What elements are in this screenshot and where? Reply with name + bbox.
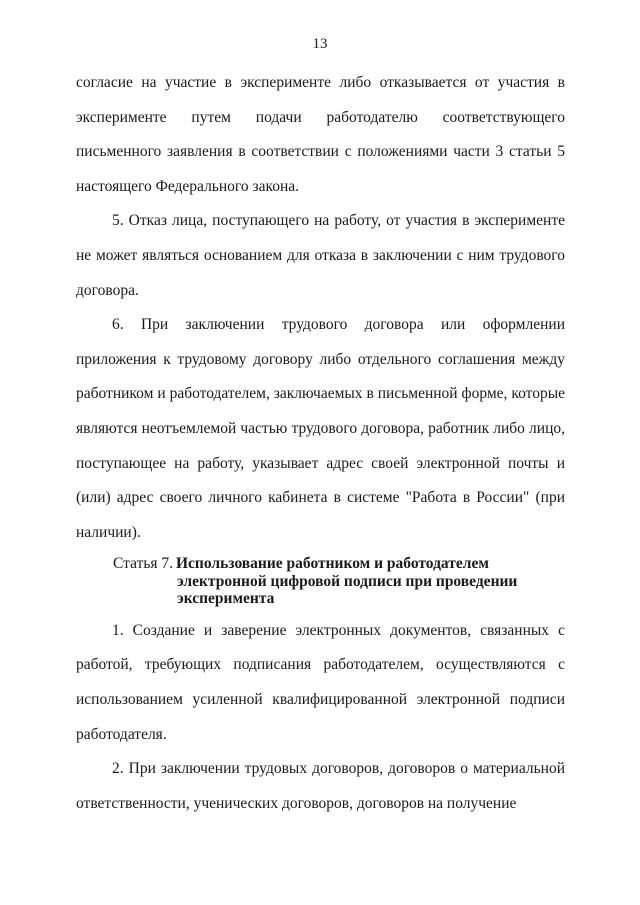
article-title-line: электронной цифровой подписи при проведении: [177, 572, 518, 590]
page-number: 13: [312, 36, 328, 52]
document-body: [76, 66, 565, 821]
article-title-line: эксперимента: [177, 590, 275, 608]
paragraph-item-6: 6. При заключении трудового договора или оформлении приложения к трудовому договору либо отдельного соглашения между работником и работодателем, заключаемых в письменной форме, которые являются неотъемлемой частью трудового договора, работник либо лицо, поступающее на работу, указывает адрес своей электронной почты и (или) адрес своего личного кабинета в системе "Работа в России" (при наличии).: [76, 316, 565, 541]
paragraph-item-5: 5. Отказ лица, поступающего на работу, от участия в эксперименте не может являться основанием для отказа в заключении с ним трудового договора.: [76, 212, 565, 299]
article-label: Статья 7.: [113, 555, 174, 573]
article-title-line: Использование работником и работодателем: [176, 555, 489, 573]
article-title: [177, 555, 565, 608]
paragraph-continuation: согласие на участие в эксперименте либо отказывается от участия в эксперименте путем подачи работодателю соответствующего письменного заявления в соответствии с положениями части 3 статьи 5 настоящего Федерального закона.: [76, 74, 565, 195]
paragraph-article7-item-2: 2. При заключении трудовых договоров, договоров о материальной ответственности, ученических договоров, договоров на получение: [76, 760, 565, 812]
article-heading: [76, 555, 565, 608]
paragraph-article7-item-1: 1. Создание и заверение электронных документов, связанных с работой, требующих подписания работодателем, осуществляются с использованием усиленной квалифицированной электронной подписи работодателя.: [76, 621, 565, 743]
